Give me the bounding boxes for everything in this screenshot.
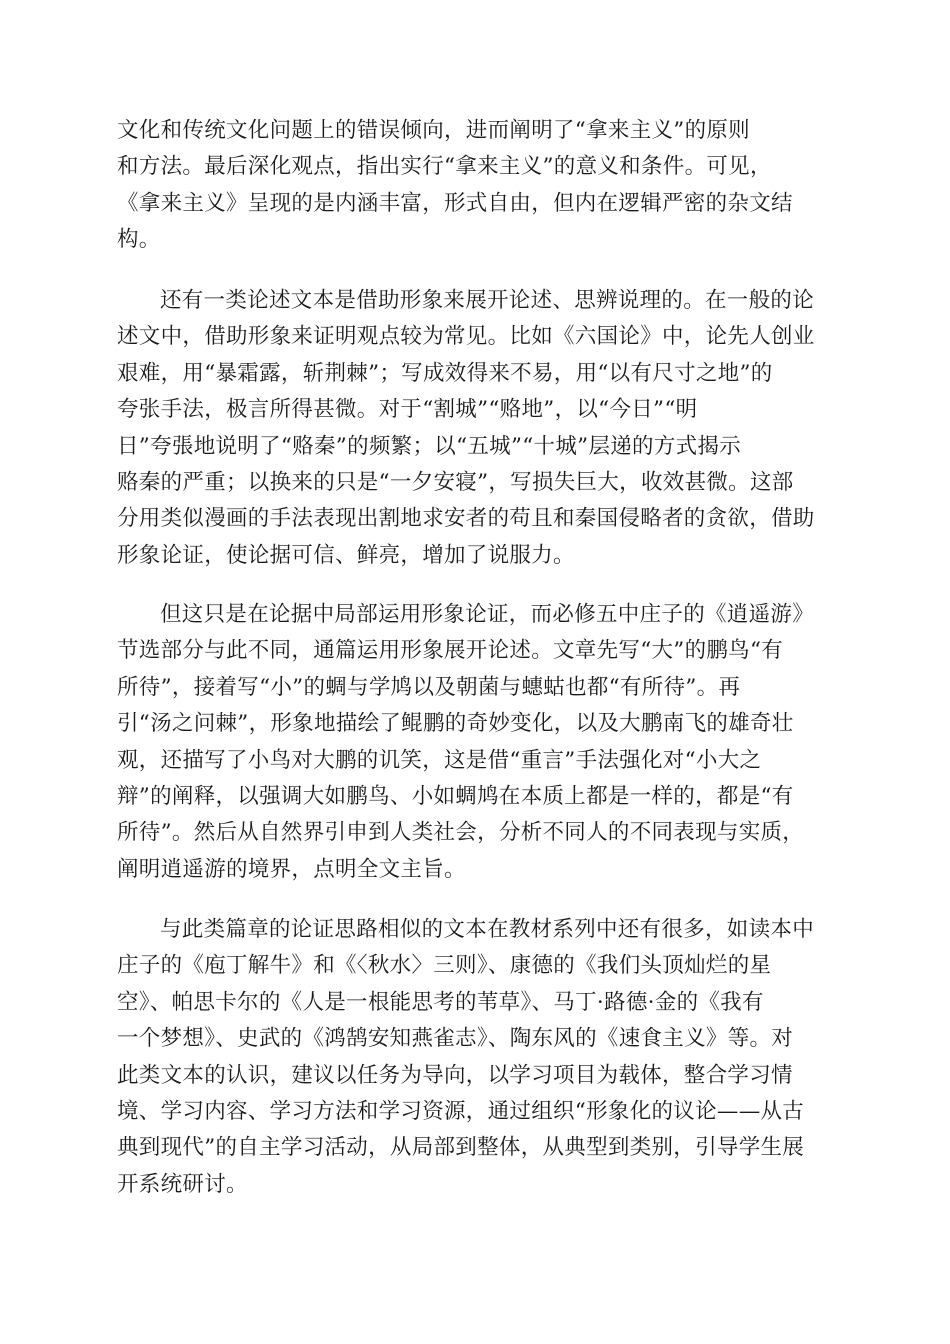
- paragraph-line: 和方法。最后深化观点，指出实行“拿来主义”的意义和条件。可见，: [117, 154, 772, 180]
- paragraph-line: 还有一类论述文本是借助形象来展开论述、思辨说理的。在一般的论: [160, 288, 815, 313]
- paragraph-2: [117, 283, 833, 574]
- paragraph-1: [117, 113, 833, 259]
- paragraph-line: 《拿来主义》呈现的是内涵丰富，形式自由，但内在逻辑严密的杂文结: [117, 190, 793, 216]
- paragraph-line: 所待”。然后从自然界引申到人类社会，分析不同人的不同表现与实质，: [117, 820, 805, 846]
- paragraph-line: 文化和传统文化问题上的错误倾向，进而阐明了“拿来主义”的原则: [117, 118, 750, 143]
- paragraph-line: 构。: [117, 227, 161, 253]
- paragraph-line: 开系统研讨。: [117, 1171, 248, 1197]
- paragraph-line: 庄子的《庖丁解牛》和《〈秋水〉三则》、康德的《我们头顶灿烂的星: [117, 953, 772, 979]
- paragraph-3: [117, 597, 833, 888]
- paragraph-4: [117, 912, 833, 1203]
- paragraph-line: 节选部分与此不同，通篇运用形象展开论述。文章先写“大”的鹏鸟“有: [117, 638, 784, 664]
- paragraph-line: 境、学习内容、学习方法和学习资源，通过组织“形象化的议论——从古: [117, 1098, 805, 1124]
- paragraph-line: 空》、帕思卡尔的《人是一根能思考的苇草》、马丁·路德·金的《我有: [117, 989, 764, 1015]
- paragraph-line: 阐明逍遥游的境界，点明全文主旨。: [117, 856, 466, 882]
- paragraph-line: 艰难，用“暴霜露，斩荆棘”；写成效得来不易，用“以有尺寸之地”的: [117, 360, 773, 386]
- paragraph-line: 此类文本的认识，建议以任务为导向，以学习项目为载体，整合学习情: [117, 1062, 793, 1088]
- paragraph-line: 但这只是在论据中局部运用形象论证，而必修五中庄子的《逍遥游》: [160, 602, 815, 627]
- paragraph-line: 观，还描写了小鸟对大鹏的讥笑，这是借“重言”手法强化对“小大之: [117, 747, 762, 773]
- paragraph-line: 一个梦想》、史武的《鸿鹄安知燕雀志》、陶东风的《速食主义》等。对: [117, 1026, 794, 1052]
- paragraph-line: 辩”的阐释，以强调大如鹏鸟、小如蜩鸠在本质上都是一样的，都是“有: [117, 783, 794, 809]
- paragraph-line: 形象论证，使论据可信、鲜亮，增加了说服力。: [117, 542, 575, 568]
- paragraph-line: 引“汤之问棘”，形象地描绘了鲲鹏的奇妙变化，以及大鹏南飞的雄奇壮: [117, 711, 794, 737]
- paragraph-line: 赂秦的严重；以换来的只是“一夕安寝”，写损失巨大，收效甚微。这部: [117, 469, 794, 495]
- paragraph-line: 典到现代”的自主学习活动，从局部到整体，从典型到类别，引导学生展: [117, 1135, 805, 1161]
- paragraph-line: 夸张手法，极言所得甚微。对于“割城”“赂地”，以“今日”“明: [117, 397, 698, 423]
- paragraph-line: 分用类似漫画的手法表现出割地求安者的苟且和秦国侵略者的贪欲，借助: [117, 506, 815, 532]
- paragraph-line: 日”夸張地说明了“赂秦”的频繁；以“五城”“十城”层递的方式揭示: [117, 433, 742, 459]
- paragraph-line: 述文中，借助形象来证明观点较为常见。比如《六国论》中，论先人创业: [117, 324, 815, 350]
- paragraph-line: 与此类篇章的论证思路相似的文本在教材系列中还有很多，如读本中: [160, 917, 815, 942]
- paragraph-line: 所待”，接着写“小”的蜩与学鸠以及朝菌与蟪蛄也都“有所待”。再: [117, 674, 741, 700]
